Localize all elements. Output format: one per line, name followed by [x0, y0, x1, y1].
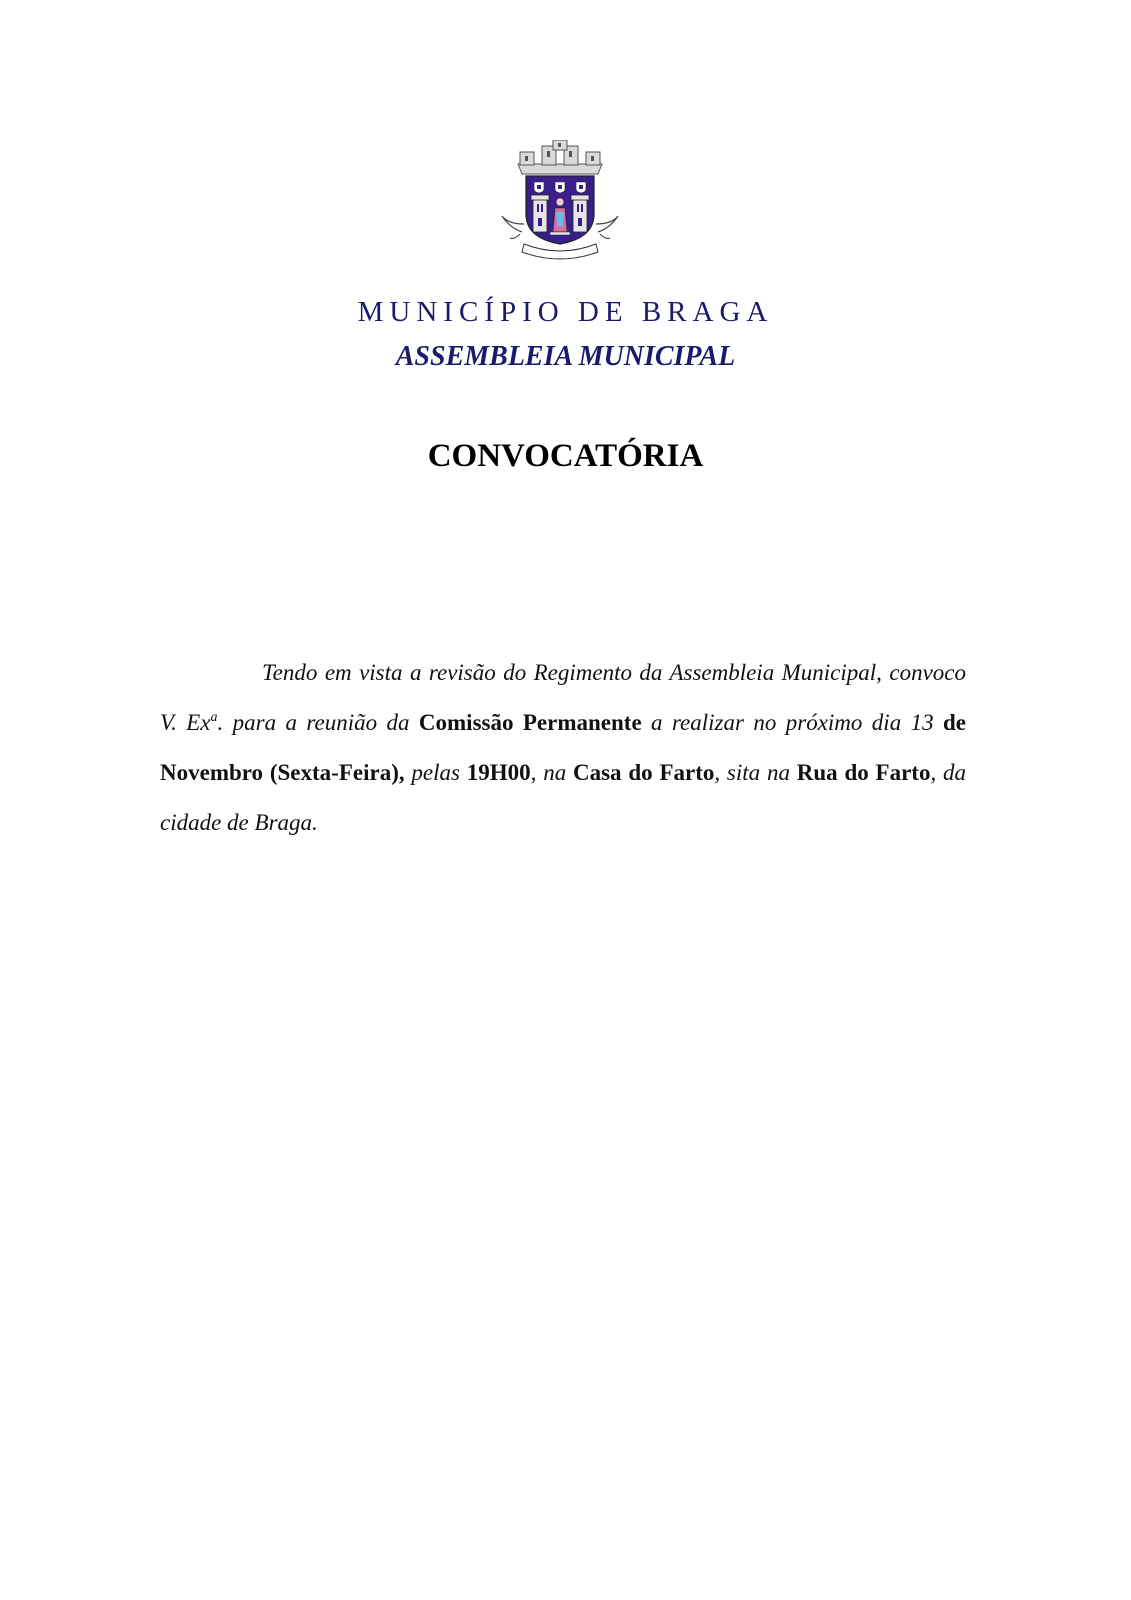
document-title: CONVOCATÓRIA: [427, 438, 704, 474]
body-text-superscript: a: [210, 710, 218, 725]
body-text-segment: , na: [530, 760, 573, 785]
municipality-name: MUNICÍPIO DE BRAGA: [357, 296, 774, 328]
body-text-segment: pelas: [404, 760, 467, 785]
assembly-name: ASSEMBLEIA MUNICIPAL: [395, 341, 736, 372]
meeting-street: Rua do Farto: [796, 760, 931, 785]
body-text-segment: Tendo em vista a revisão do Regimento da Assembleia Municipal, convoco V. Ex: [160, 660, 966, 735]
meeting-date: de Novembro (Sexta-Feira),: [160, 710, 966, 785]
meeting-time: 19H00: [466, 760, 531, 785]
meeting-venue: Casa do Farto: [573, 760, 715, 785]
committee-name: Comissão Permanente: [418, 710, 642, 735]
body-text-segment: , sita na: [714, 760, 797, 785]
body-text-segment: a realizar no próximo dia 13: [641, 710, 943, 735]
body-text-segment: , da cidade de Braga.: [160, 760, 966, 835]
body-text-segment: . para a reunião da: [217, 710, 419, 735]
braga-coat-of-arms-logo: [500, 140, 620, 264]
convocation-paragraph: [160, 648, 966, 848]
